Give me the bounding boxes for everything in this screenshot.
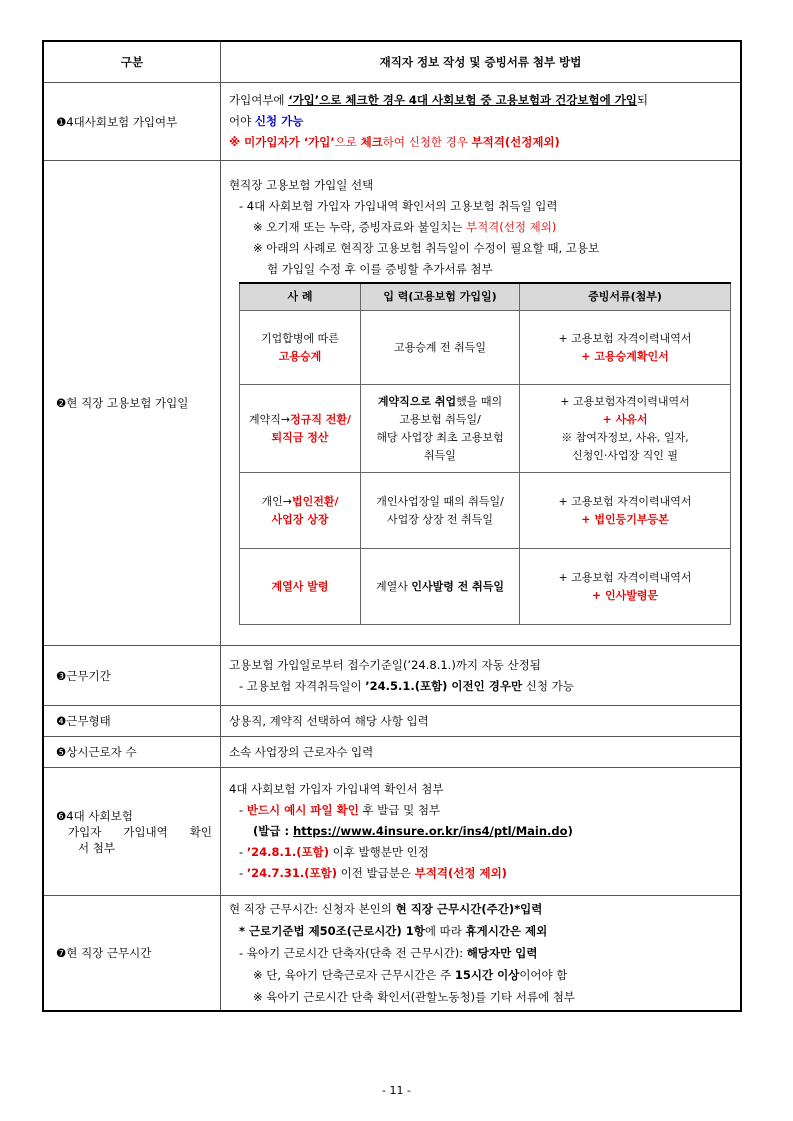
emphasis-text: 고용승계: [278, 349, 322, 363]
emphasis-text: + 사유서: [602, 412, 648, 426]
text: ❻4대 사회보험: [56, 808, 133, 823]
text: 하여 신청한 경우: [382, 135, 472, 149]
text: + 고용보험 자격이력내역서: [558, 570, 692, 584]
text: ※ 오기재 또는 누락, 증빙자료와 불일치는: [253, 220, 466, 234]
text: - 고용보험 자격취득일이: [239, 678, 366, 693]
row-insurance-date: [43, 161, 741, 646]
row-label: ❷현 직장 고용보험 가입일: [43, 161, 221, 646]
warning-text: 부적격(선정 제외): [465, 220, 557, 234]
row-content: [221, 83, 742, 161]
text: 으로: [334, 135, 361, 149]
text: 에 따라: [424, 924, 466, 938]
header-method: 재직자 정보 작성 및 증빙서류 첨부 방법: [221, 41, 742, 83]
emphasis-text: ‘가입’으로 체크한 경우 4대 사회보험 중 고용보험과 건강보험에 가입: [288, 93, 637, 107]
text: ※ 육아기 근로시간 단축 확인서(관할노동청)를 기타 서류에 첨부: [253, 990, 575, 1004]
emphasis-text: * 근로기준법 제50조(근로시간) 1항: [239, 924, 425, 938]
text: 4대 사회보험 가입자 가입내역 확인서 첨부: [229, 782, 444, 796]
text: 취득일: [424, 448, 456, 462]
text: 계약직으로 취업: [377, 394, 457, 408]
row-label: [43, 768, 221, 896]
emphasis-text: + 고용승계확인서: [581, 349, 669, 363]
emphasis-text: + 법인등기부등본: [581, 512, 669, 526]
text: 해당 사업장 최초 고용보험: [376, 430, 504, 444]
text: 가입자 가입내역 확인: [68, 824, 212, 839]
text: ): [567, 824, 573, 838]
emphasis-text: 해당자만 입력: [466, 946, 538, 960]
row-label: ❶4대사회보험 가입여부: [43, 83, 221, 161]
row-work-period: [43, 646, 741, 706]
emphasis-text: + 인사발령문: [591, 588, 659, 602]
emphasis-text: 사업장 상장: [271, 512, 329, 526]
emphasis-text: 현 직장 근무시간(주간)*입력: [395, 902, 543, 916]
issue-link[interactable]: https://www.4insure.or.kr/ins4/ptl/Main.do: [293, 824, 568, 838]
warning-text: 부적격(선정제외): [471, 135, 560, 149]
text: 기업합병에 따른: [261, 331, 339, 345]
text: + 고용보험 자격이력내역서: [558, 494, 692, 508]
row-content: [221, 896, 742, 1012]
text: 계열사: [375, 579, 412, 593]
emphasis-text: 신청 가능: [254, 114, 304, 128]
emphasis-text: 휴게시간은 제외: [465, 924, 548, 938]
page-number: - 11 -: [382, 1084, 411, 1097]
text: 신청 가능: [522, 678, 574, 693]
case-header: 사 례: [240, 283, 361, 311]
row-label: ❸근무기간: [43, 646, 221, 706]
row-employee-count: [43, 737, 741, 768]
text: + 고용보험 자격이력내역서: [558, 331, 692, 345]
emphasis-text: ’24.7.31.(포함): [246, 866, 338, 880]
text: 고용보험 가입일로부터 접수기준일(’24.8.1.)까지 자동 산정됨: [229, 657, 541, 672]
text: 계약직→: [248, 412, 291, 426]
input-header: 입 력(고용보험 가입일): [361, 283, 520, 311]
text: 현 직장 근무시간: 신청자 본인의: [229, 902, 396, 916]
warning-text: ※ 미가입자가 ‘가입’: [229, 135, 335, 149]
text: ※ 참여자정보, 사유, 일자,: [561, 430, 689, 444]
case-table-header: [240, 283, 731, 311]
row-insurance-certificate: [43, 768, 741, 896]
text: 이후 발행분만 인정: [329, 845, 429, 859]
text: 개인→: [261, 494, 292, 508]
text: 했을 때의: [456, 394, 503, 408]
warning-text: 체크: [360, 135, 383, 149]
row-work-hours: [43, 896, 741, 1012]
case-row: [240, 385, 731, 473]
text: 서 첨부: [78, 840, 115, 855]
text: 험 가입일 수정 후 이를 증빙할 추가서류 첨부: [267, 262, 493, 276]
row-content: [221, 161, 742, 646]
text: 고용보험 취득일/: [399, 412, 481, 426]
row-content: 상용직, 계약직 선택하여 해당 사항 입력: [221, 706, 742, 737]
text: 사업장 상장 전 취득일: [386, 512, 494, 526]
warning-text: 부적격(선정 제외): [414, 866, 507, 880]
text: (발급 :: [253, 824, 294, 838]
text: -: [239, 803, 247, 817]
case-table: [239, 282, 731, 625]
emphasis-text: ’24.5.1.(포함) 이전인 경우만: [365, 678, 523, 693]
emphasis-text: 퇴직금 정산: [271, 430, 329, 444]
row-insurance-status: [43, 83, 741, 161]
text: 인사발령 전 취득일: [411, 579, 505, 593]
row-label: ❼현 직장 근무시간: [43, 896, 221, 1012]
table-header-row: [43, 41, 741, 83]
header-category: 구분: [43, 41, 221, 83]
text: 현직장 고용보험 가입일 선택: [229, 178, 374, 192]
row-content: [221, 768, 742, 896]
text: 가입여부에: [229, 93, 289, 107]
case-row: [240, 311, 731, 385]
text: 신청인·사업장 직인 필: [571, 448, 679, 462]
text: 되: [636, 93, 649, 107]
row-content: [221, 646, 742, 706]
emphasis-text: 법인전환/: [291, 494, 339, 508]
text: ※ 아래의 사례로 현직장 고용보험 취득일이 수정이 필요할 때, 고용보: [253, 241, 600, 255]
text: -: [239, 845, 247, 859]
row-label: ❹근무형태: [43, 706, 221, 737]
text: ※ 단, 육아기 단축근로자 근무시간은 주: [253, 968, 455, 982]
text: + 고용보험자격이력내역서: [560, 394, 690, 408]
row-employment-type: [43, 706, 741, 737]
emphasis-text: 정규직 전환/: [290, 412, 352, 426]
text: -: [239, 866, 247, 880]
text: - 4대 사회보험 가입자 가입내역 확인서의 고용보험 취득일 입력: [239, 199, 558, 213]
info-table: [42, 40, 742, 1012]
case-row: [240, 549, 731, 625]
emphasis-text: ’24.8.1.(포함): [246, 845, 330, 859]
text: - 육아기 근로시간 단축자(단축 전 근무시간):: [239, 946, 467, 960]
case-row: [240, 473, 731, 549]
document-sheet: [42, 40, 746, 1012]
row-label: ❺상시근로자 수: [43, 737, 221, 768]
emphasis-text: 반드시 예시 파일 확인: [246, 803, 359, 817]
row-content: 소속 사업장의 근로자수 입력: [221, 737, 742, 768]
text: 고용승계 전 취득일: [361, 311, 520, 385]
text: 이전 발급분은: [337, 866, 415, 880]
text: 어야: [229, 114, 255, 128]
document-header: 증빙서류(첨부): [520, 283, 731, 311]
text: 개인사업장일 때의 취득일/: [376, 494, 504, 508]
emphasis-text: 계열사 발령: [240, 549, 361, 625]
emphasis-text: 15시간 이상: [454, 968, 520, 982]
text: 이어야 함: [519, 968, 568, 982]
text: 후 발급 및 첨부: [358, 803, 441, 817]
